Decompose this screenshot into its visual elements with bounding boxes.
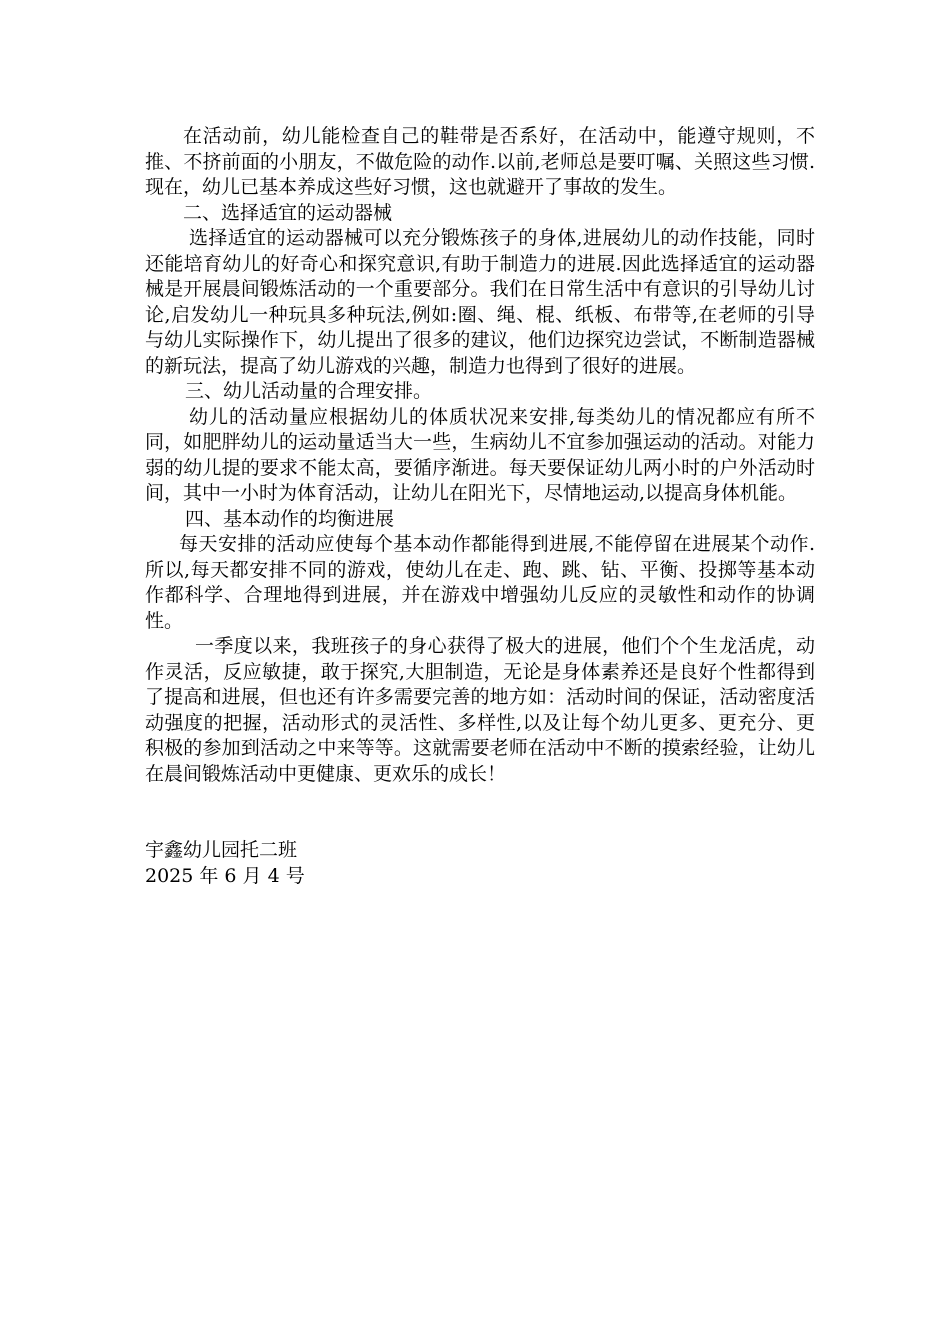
signature: 宇鑫幼儿园托二班 bbox=[145, 839, 298, 861]
section-heading-balanced-development: 四、基本动作的均衡进展 bbox=[185, 507, 395, 530]
document-body bbox=[145, 124, 815, 889]
paragraph-safety-habits: 在活动前，幼儿能检查自己的鞋带是否系好，在活动中，能遵守规则，不推、不挤前面的小朋友，不做危险的动作.以前,老师总是要叮嘱、关照这些习惯.现在，幼儿已基本养成这些好习惯，这也就避开了事故的发生。 bbox=[145, 125, 815, 198]
section-heading-activity-amount: 三、幼儿活动量的合理安排。 bbox=[185, 380, 433, 402]
section-heading-equipment: 二、选择适宜的运动器械 bbox=[183, 201, 393, 224]
paragraph-balanced-development: 每天安排的活动应使每个基本动作都能得到进展,不能停留在进展某个动作.所以,每天都安排不同的游戏，使幼儿在走、跑、跳、钻、平衡、投掷等基本动作都科学、合理地得到进展，并在游戏中增强幼儿反应的灵敏性和动作的协调性。 bbox=[145, 533, 815, 632]
paragraph-summary: 一季度以来，我班孩子的身心获得了极大的进展，他们个个生龙活虎，动作灵活，反应敏捷，敢于探究,大胆制造，无论是身体素养还是良好个性都得到了提高和进展，但也还有许多需要完善的地方如：活动时间的保证，活动密度活动强度的把握，活动形式的灵活性、多样性,以及让每个幼儿更多、更充分、更积极的参加到活动之中来等等。这就需要老师在活动中不断的摸索经验，让幼儿在晨间锻炼活动中更健康、更欢乐的成长！ bbox=[145, 635, 815, 785]
paragraph-activity-amount: 幼儿的活动量应根据幼儿的体质状况来安排,每类幼儿的情况都应有所不同，如肥胖幼儿的运动量适当大一些，生病幼儿不宜参加强运动的活动。对能力弱的幼儿提的要求不能太高，要循序渐进。每天要保证幼儿两小时的户外活动时间，其中一小时为体育活动，让幼儿在阳光下，尽情地运动,以提高身体机能。 bbox=[145, 405, 815, 504]
document-date: 2025 年 6 月 4 号 bbox=[145, 864, 305, 887]
paragraph-equipment: 选择适宜的运动器械可以充分锻炼孩子的身体,进展幼儿的动作技能，同时还能培育幼儿的好奇心和探究意识,有助于制造力的进展.因此选择适宜的运动器械是开展晨间锻炼活动的一个重要部分。我们在日常生活中有意识的引导幼儿讨论,启发幼儿一种玩具多种玩法,例如:圈、绳、棍、纸板、布带等,在老师的引导与幼儿实际操作下，幼儿提出了很多的建议，他们边探究边尝试，不断制造器械的新玩法，提高了幼儿游戏的兴趣，制造力也得到了很好的进展。 bbox=[145, 227, 815, 377]
